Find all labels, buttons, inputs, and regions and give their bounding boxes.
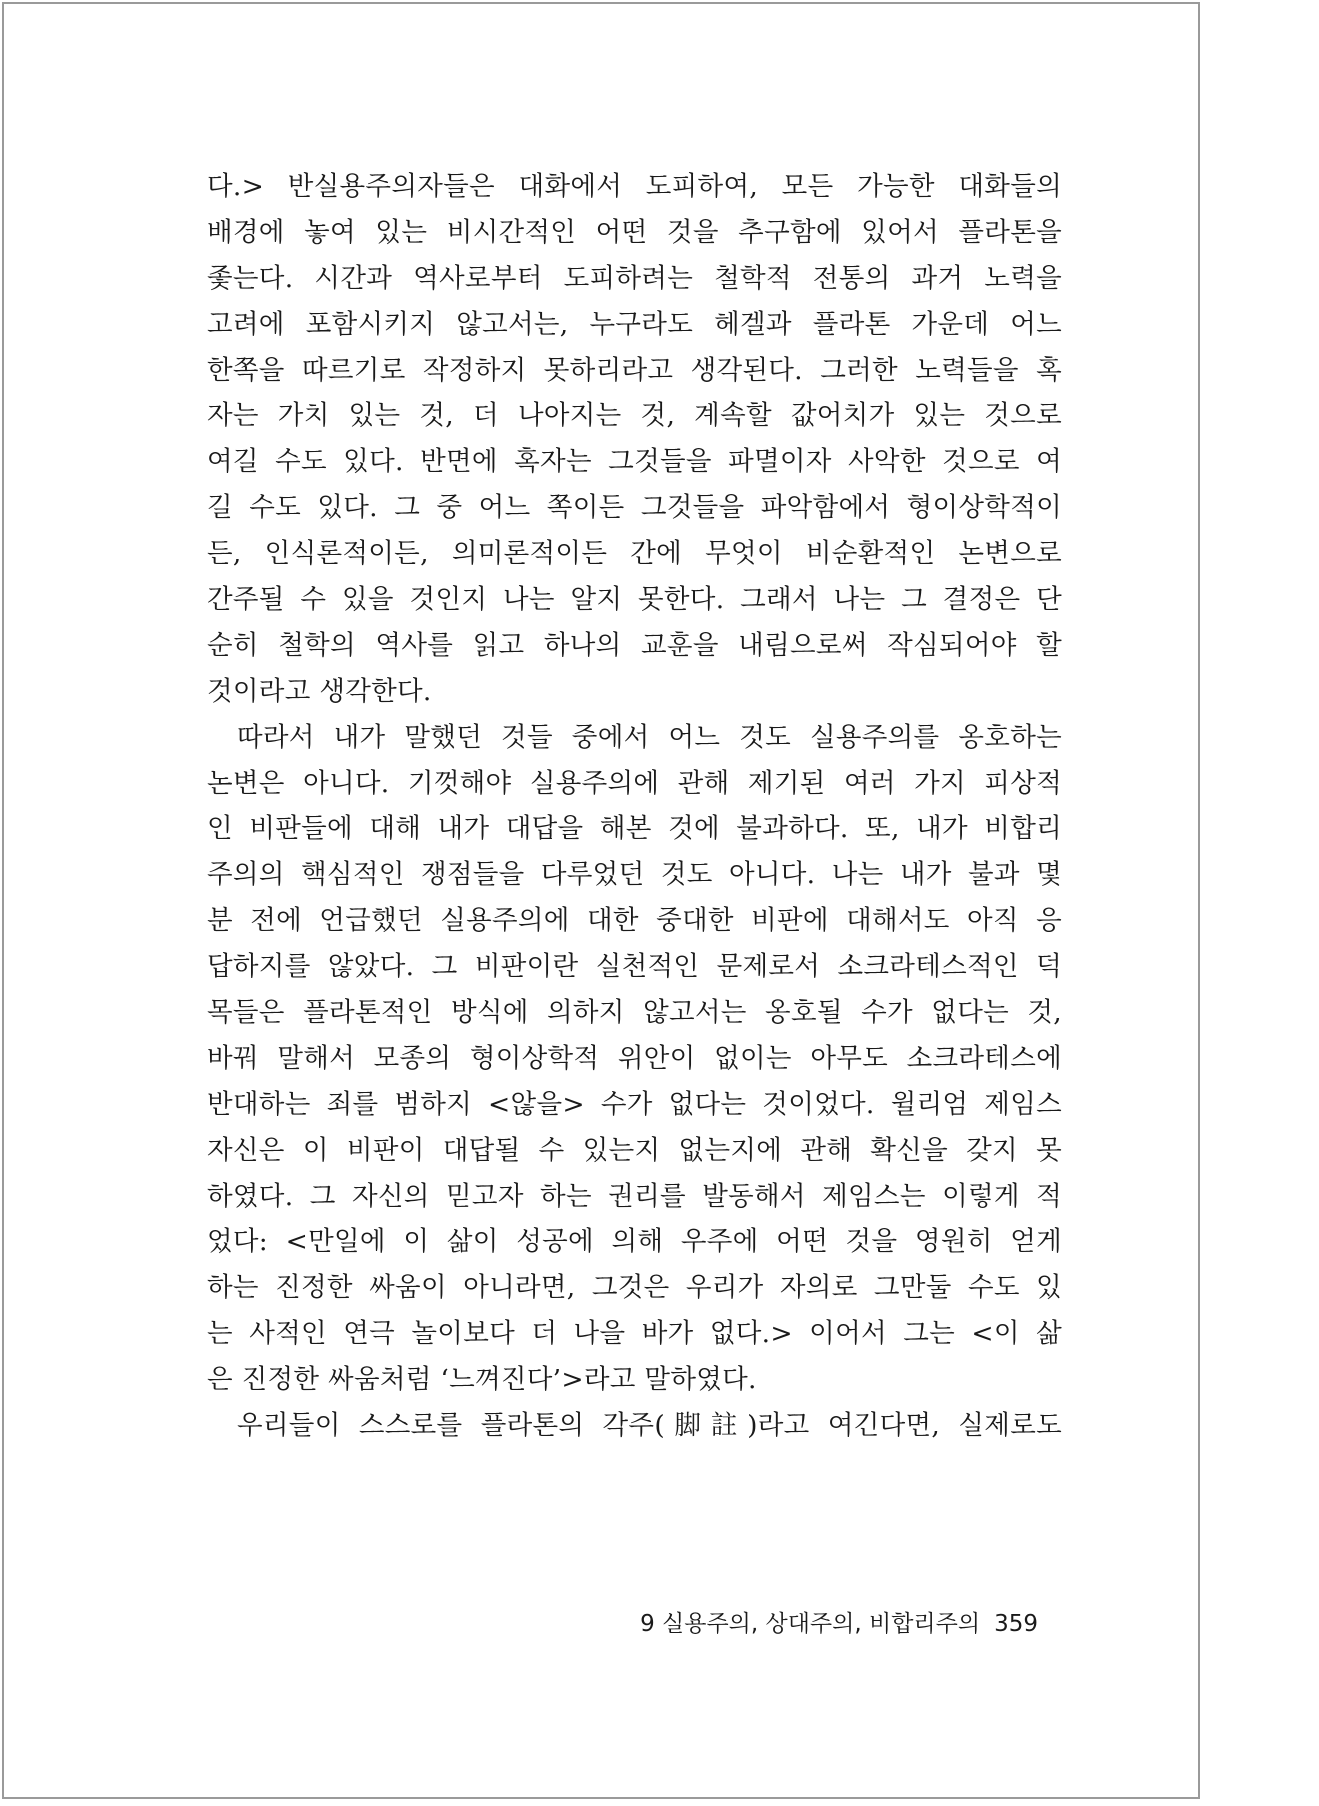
text-line: 든, 인식론적이든, 의미론적이든 간에 무엇이 비순환적인 논변으로 [207,538,1062,570]
page-number: 359 [994,1611,1038,1637]
text-line: 따라서 내가 말했던 것들 중에서 어느 것도 실용주의를 옹호하는 [237,721,1062,753]
text-line: 자는 가치 있는 것, 더 나아지는 것, 계속할 값어치가 있는 것으로 [207,400,1062,432]
text-line: 다.> 반실용주의자들은 대화에서 도피하여, 모든 가능한 대화들의 [207,171,1062,202]
main-text [207,164,1062,1449]
text-line: 것이라고 생각한다. [207,675,432,707]
running-footer [638,1605,1038,1638]
text-line: 는 사적인 연극 놀이보다 더 나을 바가 없다.> 이어서 그는 <이 삶 [207,1318,1062,1350]
text-line: 순히 철학의 역사를 읽고 하나의 교훈을 내림으로써 작심되어야 할 [207,629,1062,661]
text-line: 분 전에 언급했던 실용주의에 대한 중대한 비판에 대해서도 아직 응 [207,905,1062,937]
text-line: 간주될 수 있을 것인지 나는 알지 못한다. 그래서 나는 그 결정은 단 [207,584,1062,616]
text-line: 하는 진정한 싸움이 아니라면, 그것은 우리가 자의로 그만둘 수도 있 [207,1272,1062,1304]
text-line: 은 진정한 싸움처럼 ‘느껴진다’>라고 말하였다. [207,1364,757,1396]
text-line: 주의의 핵심적인 쟁점들을 다루었던 것도 아니다. 나는 내가 불과 몇 [207,859,1062,891]
text-line: 우리들이 스스로를 플라톤의 각주(脚註)라고 여긴다면, 실제로도 [237,1410,1062,1442]
text-line: 자신은 이 비판이 대답될 수 있는지 없는지에 관해 확신을 갖지 못 [207,1134,1062,1166]
book-page-edge [1200,0,1319,1806]
chapter-title: 9 실용주의, 상대주의, 비합리주의 [640,1611,981,1637]
text-line: 하였다. 그 자신의 믿고자 하는 권리를 발동해서 제임스는 이렇게 적 [207,1180,1062,1212]
text-line: 좇는다. 시간과 역사로부터 도피하려는 철학적 전통의 과거 노력을 [207,262,1062,294]
text-line: 바꿔 말해서 모종의 형이상학적 위안이 없이는 아무도 소크라테스에 [207,1042,1062,1074]
text-line: 길 수도 있다. 그 중 어느 쪽이든 그것들을 파악함에서 형이상학적이 [207,492,1062,524]
text-line: 답하지를 않았다. 그 비판이란 실천적인 문제로서 소크라테스적인 덕 [207,951,1062,983]
text-line: 여길 수도 있다. 반면에 혹자는 그것들을 파멸이자 사악한 것으로 여 [207,446,1062,478]
text-line: 고려에 포함시키지 않고서는, 누구라도 헤겔과 플라톤 가운데 어느 [207,308,1062,340]
text-line: 목들은 플라톤적인 방식에 의하지 않고서는 옹호될 수가 없다는 것, [207,997,1062,1029]
text-line: 었다: <만일에 이 삶이 성공에 의해 우주에 어떤 것을 영원히 얻게 [207,1226,1062,1258]
text-line: 인 비판들에 대해 내가 대답을 해본 것에 불과하다. 또, 내가 비합리 [207,813,1062,845]
text-line: 반대하는 죄를 범하지 <않을> 수가 없다는 것이었다. 윌리엄 제임스 [207,1088,1062,1120]
text-line: 배경에 놓여 있는 비시간적인 어떤 것을 추구함에 있어서 플라톤을 [207,216,1062,248]
text-line: 한쪽을 따르기로 작정하지 못하리라고 생각된다. 그러한 노력들을 혹 [207,354,1062,386]
text-line: 논변은 아니다. 기껏해야 실용주의에 관해 제기된 여러 가지 피상적 [207,767,1062,799]
